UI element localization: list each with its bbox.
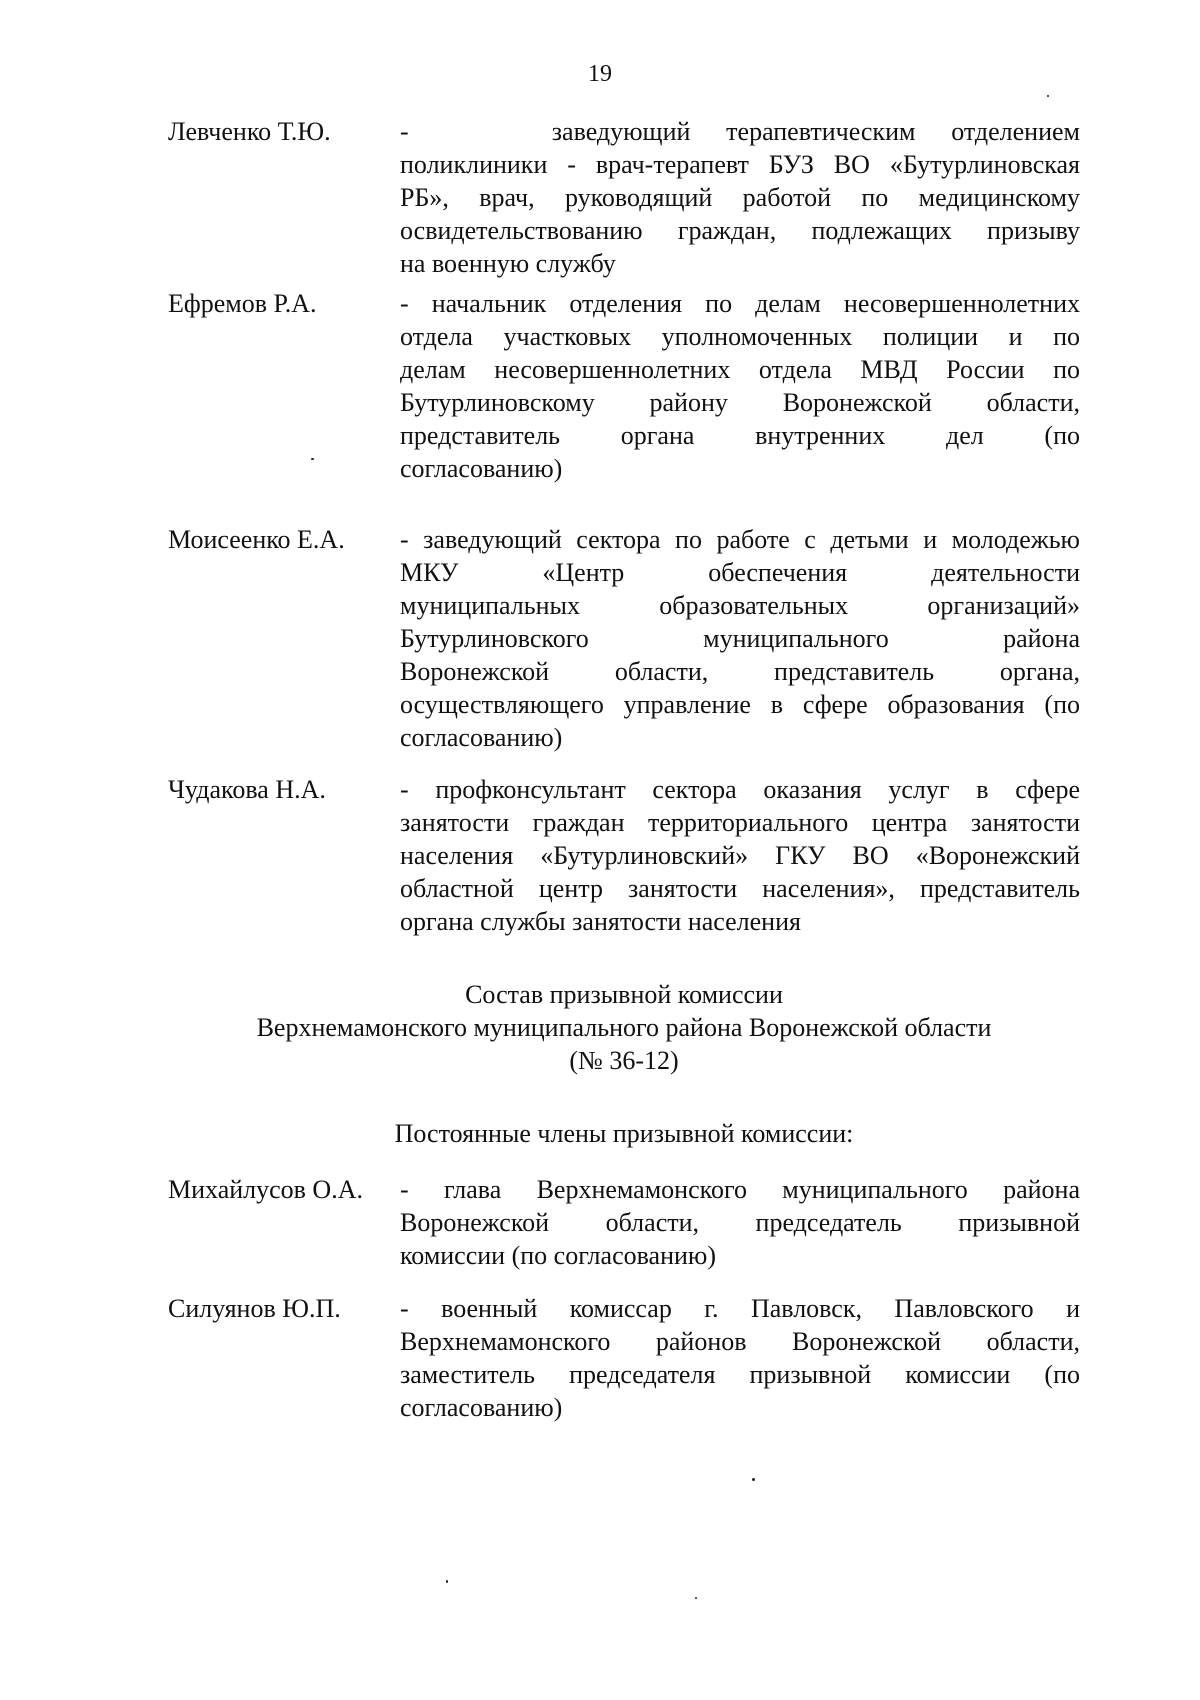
description-line: населения «Бутурлиновский» ГКУ ВО «Воронежский [400,841,1080,870]
description-line: Воронежской области, представитель органа, [400,657,1080,686]
description-line: заместитель председателя призывной комиссии (по [400,1360,1080,1389]
scan-speck [1047,95,1049,97]
member-description [400,287,1080,485]
scan-speck [446,1580,448,1583]
description-line: Бутурлиновского муниципального района [400,624,1080,653]
description-line: освидетельствованию граждан, подлежащих призыву [400,216,1080,245]
member-description [400,115,1080,280]
section-title-district: Верхнемамонского муниципального района Воронежской области [256,1013,992,1042]
description-line: Воронежской области, председатель призывной [400,1208,1080,1237]
scan-speck [752,1478,755,1481]
member-name: Михайлусов О.А. [168,1175,363,1204]
section-title: Состав призывной комиссии [465,980,783,1009]
description-line: согласованию) [400,723,563,752]
member-name: Моисеенко Е.А. [168,525,345,554]
member-description [400,523,1080,754]
description-line: РБ», врач, руководящий работой по медицинскому [400,183,1080,212]
description-line: комиссии (по согласованию) [400,1241,716,1270]
description-line: на военную службу [400,249,616,278]
page-number: 19 [588,61,612,87]
description-line: занятости граждан территориального центра занятости [400,808,1080,837]
description-line: муниципальных образовательных организаций» [400,591,1080,620]
description-line: - глава Верхнемамонского муниципального района [400,1175,1080,1204]
description-line: - заведующий терапевтическим отделением [400,117,1080,146]
description-line: отдела участковых уполномоченных полиции и по [400,322,1080,351]
member-name: Силуянов Ю.П. [168,1294,341,1323]
description-line: осуществляющего управление в сфере образования (по [400,690,1080,719]
description-line: - начальник отделения по делам несовершеннолетних [400,289,1080,318]
member-name: Чудакова Н.А. [168,775,326,804]
description-line: согласованию) [400,1393,563,1422]
section-subtitle: Постоянные члены призывной комиссии: [394,1119,854,1148]
member-description [400,773,1080,938]
description-line: - заведующий сектора по работе с детьми и молодежью [400,525,1080,554]
description-line: представитель органа внутренних дел (по [400,421,1080,450]
member-description [400,1173,1080,1272]
description-line: органа службы занятости населения [400,907,801,936]
member-description [400,1292,1080,1424]
description-line: поликлиники - врач-терапевт БУЗ ВО «Бутурлиновская [400,150,1080,179]
description-line: - военный комиссар г. Павловск, Павловского и [400,1294,1080,1323]
scan-speck [695,1597,697,1599]
description-line: Бутурлиновскому району Воронежской области, [400,388,1080,417]
description-line: согласованию) [400,454,563,483]
section-title-number: (№ 36-12) [569,1046,679,1075]
scan-speck [311,458,314,460]
member-name: Ефремов Р.А. [168,289,317,318]
description-line: Верхнемамонского районов Воронежской области, [400,1327,1080,1356]
description-line: МКУ «Центр обеспечения деятельности [400,558,1080,587]
description-line: - профконсультант сектора оказания услуг в сфере [400,775,1080,804]
member-name: Левченко Т.Ю. [168,117,331,146]
description-line: областной центр занятости населения», представитель [400,874,1080,903]
description-line: делам несовершеннолетних отдела МВД России по [400,355,1080,384]
